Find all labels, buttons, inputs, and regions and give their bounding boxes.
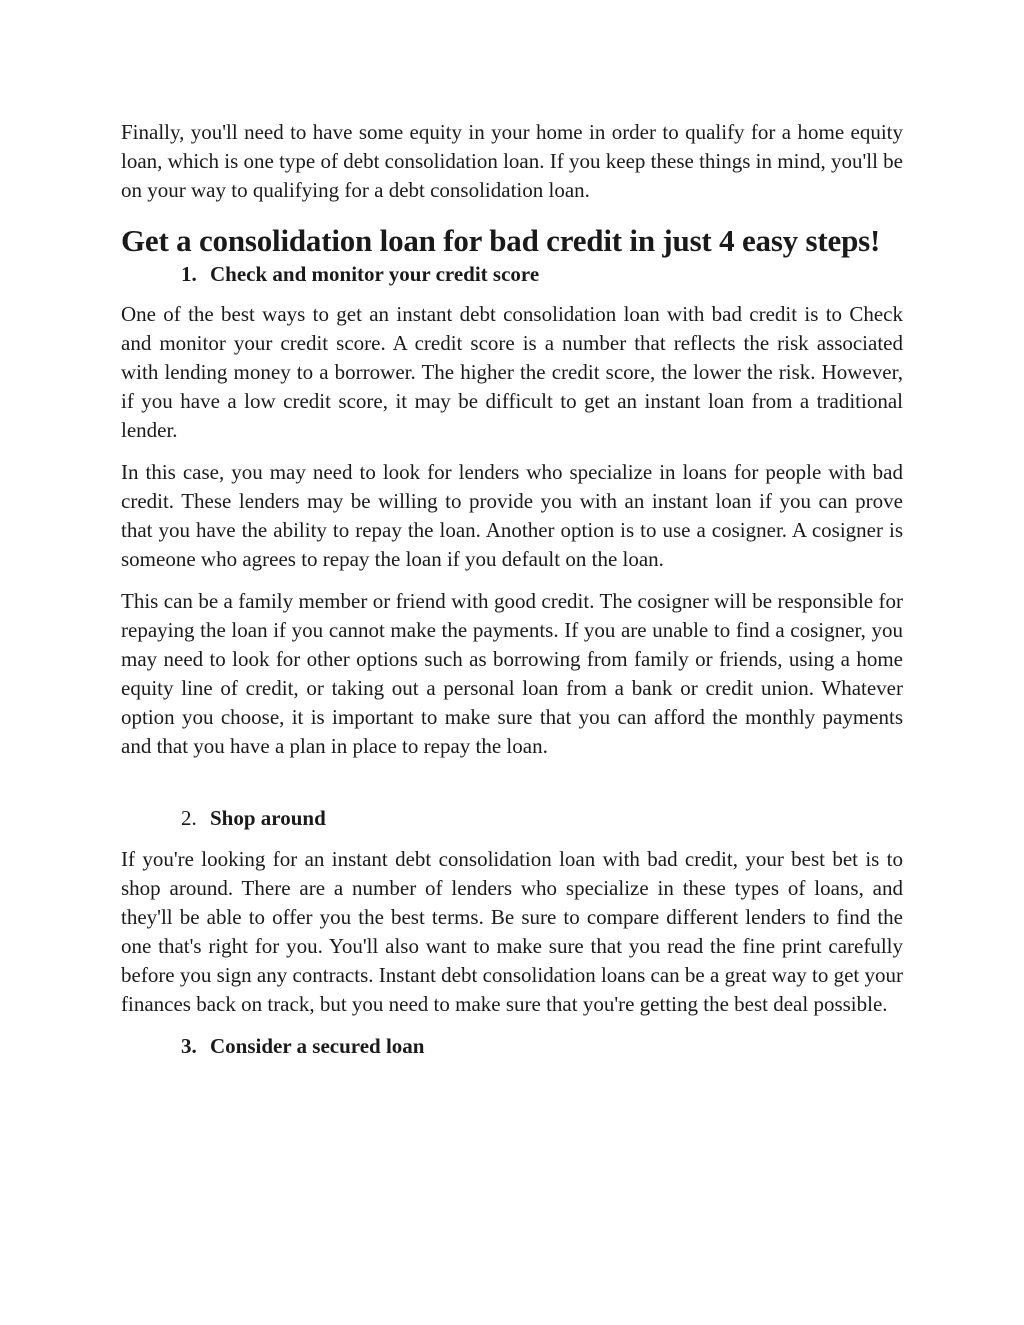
step-number: 3. xyxy=(181,1034,197,1058)
step-2-heading xyxy=(121,804,903,832)
step-title: Consider a secured loan xyxy=(210,1034,425,1058)
step-3-heading xyxy=(121,1032,903,1060)
section-heading: Get a consolidation loan for bad credit in just 4 easy steps! xyxy=(121,223,881,258)
step-2-paragraph-1: If you're looking for an instant debt consolidation loan with bad credit, your best bet is to shop around. There are a number of lenders who specialize in these types of loans, and they'll be able to offer you the best terms. Be sure to compare different lenders to find the one that's right for you. You'll also want to make sure that you read the fine print carefully before you sign any contracts. Instant debt consolidation loans can be a great way to get your finances back on track, but you need to make sure that you're getting the best deal possible. xyxy=(121,847,904,1016)
intro-paragraph: Finally, you'll need to have some equity in your home in order to qualify for a home equity loan, which is one type of debt consolidation loan. If you keep these things in mind, you'll be on your way to qualifying for a debt consolidation loan. xyxy=(121,120,903,202)
step-number: 2. xyxy=(181,806,197,830)
step-title: Shop around xyxy=(210,806,326,830)
step-title: Check and monitor your credit score xyxy=(210,262,540,286)
step-1-paragraph-1: One of the best ways to get an instant debt consolidation loan with bad credit is to Check and monitor your credit score. A credit score is a number that reflects the risk associated with lending money to a borrower. The higher the credit score, the lower the risk. However, if you have a low credit score, it may be difficult to get an instant loan from a traditional lender. xyxy=(121,302,903,442)
step-1-heading xyxy=(121,260,903,288)
step-1-paragraph-2: In this case, you may need to look for lenders who specialize in loans for people with bad credit. These lenders may be willing to provide you with an instant loan if you can prove that you have the ability to repay the loan. Another option is to use a cosigner. A cosigner is someone who agrees to repay the loan if you default on the loan. xyxy=(121,460,903,571)
step-1-paragraph-3: This can be a family member or friend with good credit. The cosigner will be responsible for repaying the loan if you cannot make the payments. If you are unable to find a cosigner, you may need to look for other options such as borrowing from family or friends, using a home equity line of credit, or taking out a personal loan from a bank or credit union. Whatever option you choose, it is important to make sure that you can afford the monthly payments and that you have a plan in place to repay the loan. xyxy=(121,589,903,758)
document-page xyxy=(121,118,903,1060)
step-number: 1. xyxy=(181,262,197,286)
